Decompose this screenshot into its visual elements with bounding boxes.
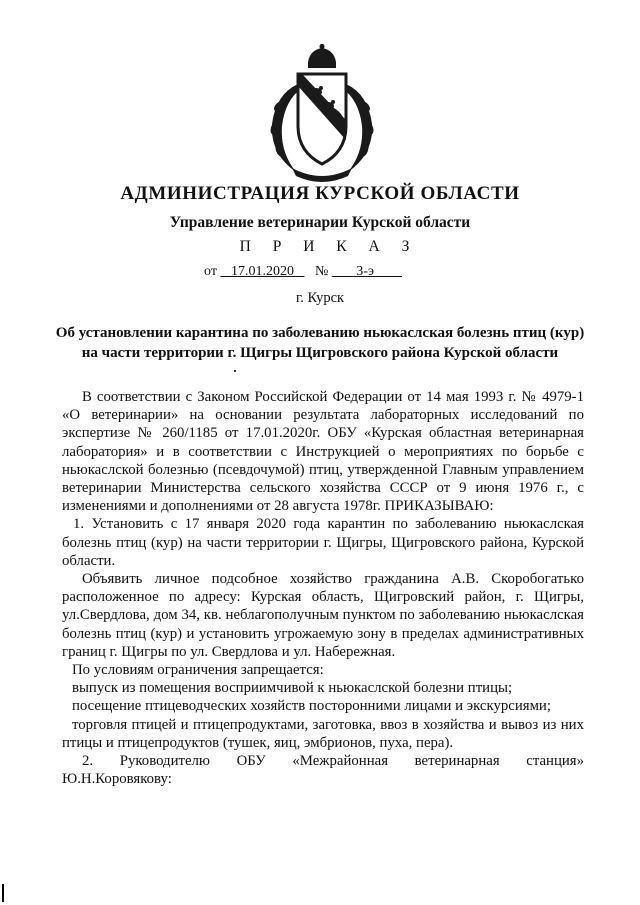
paragraph-item-2: 2. Руководителю ОБУ «Межрайонная ветеринарная станция» — [82, 753, 584, 770]
document-type: П Р И К А З — [239, 238, 419, 255]
order-body — [62, 388, 584, 788]
administration-title: АДМИНИСТРАЦИЯ КУРСКОЙ ОБЛАСТИ — [120, 183, 520, 204]
paragraph-item-1: 1. Установить с 17 января 2020 года карантин по заболеванию ньюкаслская болезнь птиц (кур) на части территории г. Щигры, Щигровского района, Курской области. — [62, 516, 584, 569]
number-label: № — [314, 264, 329, 279]
date-label: от — [204, 264, 217, 279]
restriction-item: торговля птицей и птицепродуктами, заготовка, ввоз в хозяйства и вывоз из них птицы и птицепродуктов (тушек, яиц, эмбрионов, пуха, пера). — [62, 716, 584, 751]
scan-edge-mark — [2, 884, 4, 902]
date-number-line — [204, 264, 402, 280]
order-subject — [0, 323, 640, 363]
scan-speck — [234, 370, 236, 372]
paragraph-addressee: Ю.Н.Коровякову: — [62, 771, 172, 788]
city: г. Курск — [295, 290, 345, 306]
order-date: 17.01.2020 — [230, 264, 294, 279]
restriction-item: посещение птицеводческих хозяйств посторонними лицами и экскурсиями; — [72, 698, 551, 715]
paragraph-restrictions-heading: По условиям ограничения запрещается: — [72, 662, 324, 679]
department-name: Управление ветеринарии Курской области — [169, 214, 471, 231]
subject-line-1: Об установлении карантина по заболеванию ньюкаслская болезнь птиц (кур) — [55, 325, 585, 341]
paragraph-declare: Объявить личное подсобное хозяйство гражданина А.В. Скоробогатько расположенное по адресу: Курская область, Щигровский район, г. Щигры, ул.Свердлова, дом 34, кв. неблагополучным пунктом по заболеванию ньюкаслская болезнь птиц (кур) и установить угрожаемую зону в пределах административных границ г. Щигры по ул. Свердлова и ул. Набережная. — [62, 571, 584, 660]
kursk-coat-of-arms-icon — [258, 44, 386, 184]
subject-line-2: на части территории г. Щигры Щигровского района Курской области — [81, 345, 559, 361]
order-number: 3-э — [356, 264, 374, 279]
restriction-item: выпуск из помещения восприимчивой к ньюкаслской болезни птицы; — [72, 680, 513, 697]
paragraph-preamble: В соответствии с Законом Российской Федерации от 14 мая 1993 г. № 4979-1 «О ветеринарии» на основании результата лабораторных исследований по экспертизе № 260/1185 от 17.01.2020г. ОБУ «Курская областная ветеринарная лаборатория» и в соответствии с Инструкцией о мероприятиях по борьбе с ньюкаслской болезнью (псевдочумой) птиц, утвержденной Главным управлением ветеринарии Министерства сельского хозяйства СССР от 9 июня 1976 г., с изменениями и дополнениями от 28 августа 1978г. ПРИКАЗЫВАЮ: — [62, 389, 584, 515]
